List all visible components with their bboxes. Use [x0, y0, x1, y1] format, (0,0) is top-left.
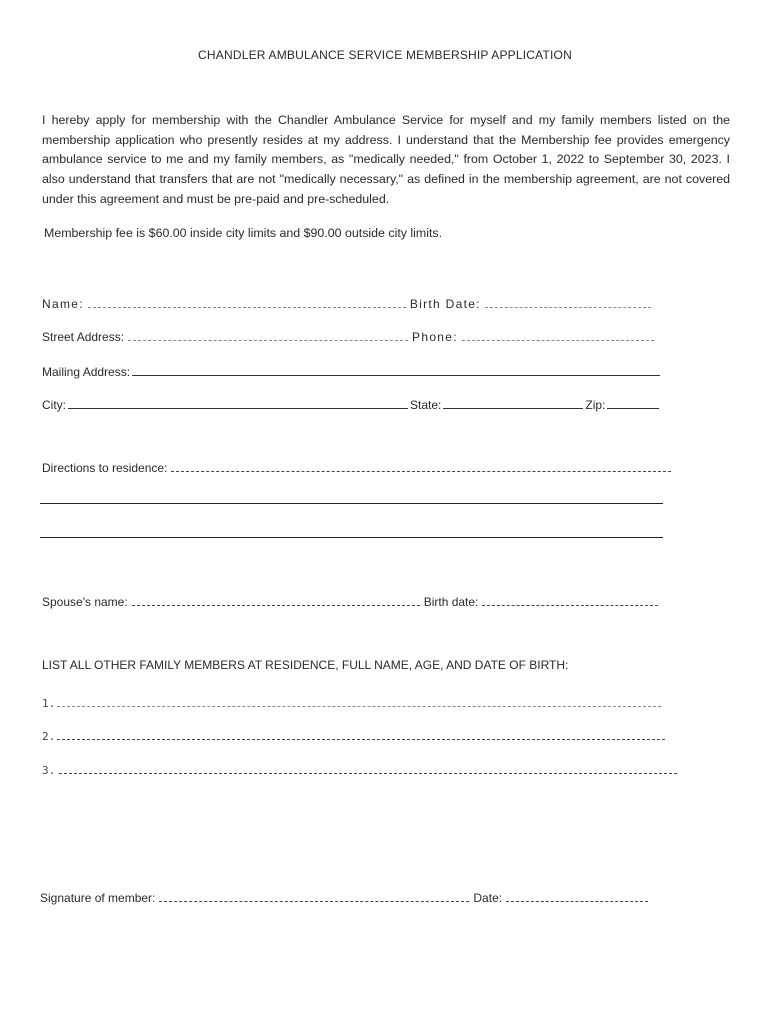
city-field[interactable]	[68, 397, 408, 409]
signature-row	[40, 891, 652, 905]
name-field[interactable]	[88, 298, 406, 308]
directions-label: Directions to residence:	[42, 461, 168, 475]
family-heading: LIST ALL OTHER FAMILY MEMBERS AT RESIDENCE, FULL NAME, AGE, AND DATE OF BIRTH:	[42, 658, 569, 672]
family-line-number: 3.	[42, 764, 56, 777]
signature-date-label: Date:	[473, 891, 503, 905]
spouse-birth-date-label: Birth date:	[423, 595, 479, 609]
spouse-name-field[interactable]	[132, 596, 420, 606]
street-address-field[interactable]	[128, 331, 408, 341]
signature-date-field[interactable]	[506, 892, 648, 902]
membership-fee-text: Membership fee is $60.00 inside city limits and $90.00 outside city limits.	[44, 226, 443, 240]
state-label: State:	[410, 398, 442, 412]
family-line-number: 2.	[42, 730, 56, 743]
city-row	[42, 397, 661, 412]
phone-field[interactable]	[462, 331, 654, 341]
birth-date-field[interactable]	[485, 298, 651, 308]
family-member-row	[42, 730, 669, 743]
name-label: Name:	[42, 297, 84, 311]
street-row	[42, 330, 658, 344]
family-member-3-field[interactable]	[59, 764, 677, 774]
mailing-address-label: Mailing Address:	[42, 365, 131, 379]
state-field[interactable]	[443, 397, 583, 409]
directions-row	[42, 461, 675, 475]
phone-label: Phone:	[412, 330, 458, 344]
zip-label: Zip:	[585, 398, 606, 412]
family-member-row	[42, 697, 665, 710]
street-address-label: Street Address:	[42, 330, 125, 344]
family-line-number: 1.	[42, 697, 56, 710]
family-member-1-field[interactable]	[57, 697, 661, 707]
name-row	[42, 297, 655, 311]
mailing-address-field[interactable]	[132, 364, 660, 376]
mailing-row	[42, 364, 662, 379]
signature-label: Signature of member:	[40, 891, 156, 905]
intro-paragraph: I hereby apply for membership with the Chandler Ambulance Service for myself and my family members listed on the membership application who presently resides at my address. I understand that the Membership fee provides emergency ambulance service to me and my family members, as "medically needed," from October 1, 2022 to September 30, 2023. I also understand that transfers that are not "medically necessary," as defined in the membership agreement, are not covered under this agreement and must be pre-paid and pre-scheduled.	[42, 113, 730, 206]
family-member-2-field[interactable]	[57, 730, 665, 740]
zip-field[interactable]	[607, 397, 659, 409]
family-member-row	[42, 764, 681, 777]
city-label: City:	[42, 398, 66, 412]
directions-line-2[interactable]	[40, 503, 663, 504]
birth-date-label: Birth Date:	[409, 297, 481, 311]
spouse-name-label: Spouse's name:	[42, 595, 128, 609]
directions-line-3[interactable]	[40, 537, 663, 538]
spouse-birth-date-field[interactable]	[482, 596, 658, 606]
signature-field[interactable]	[159, 892, 469, 902]
spouse-row	[42, 595, 662, 609]
form-title: CHANDLER AMBULANCE SERVICE MEMBERSHIP APPLICATION	[198, 48, 572, 62]
directions-field[interactable]	[171, 462, 671, 472]
